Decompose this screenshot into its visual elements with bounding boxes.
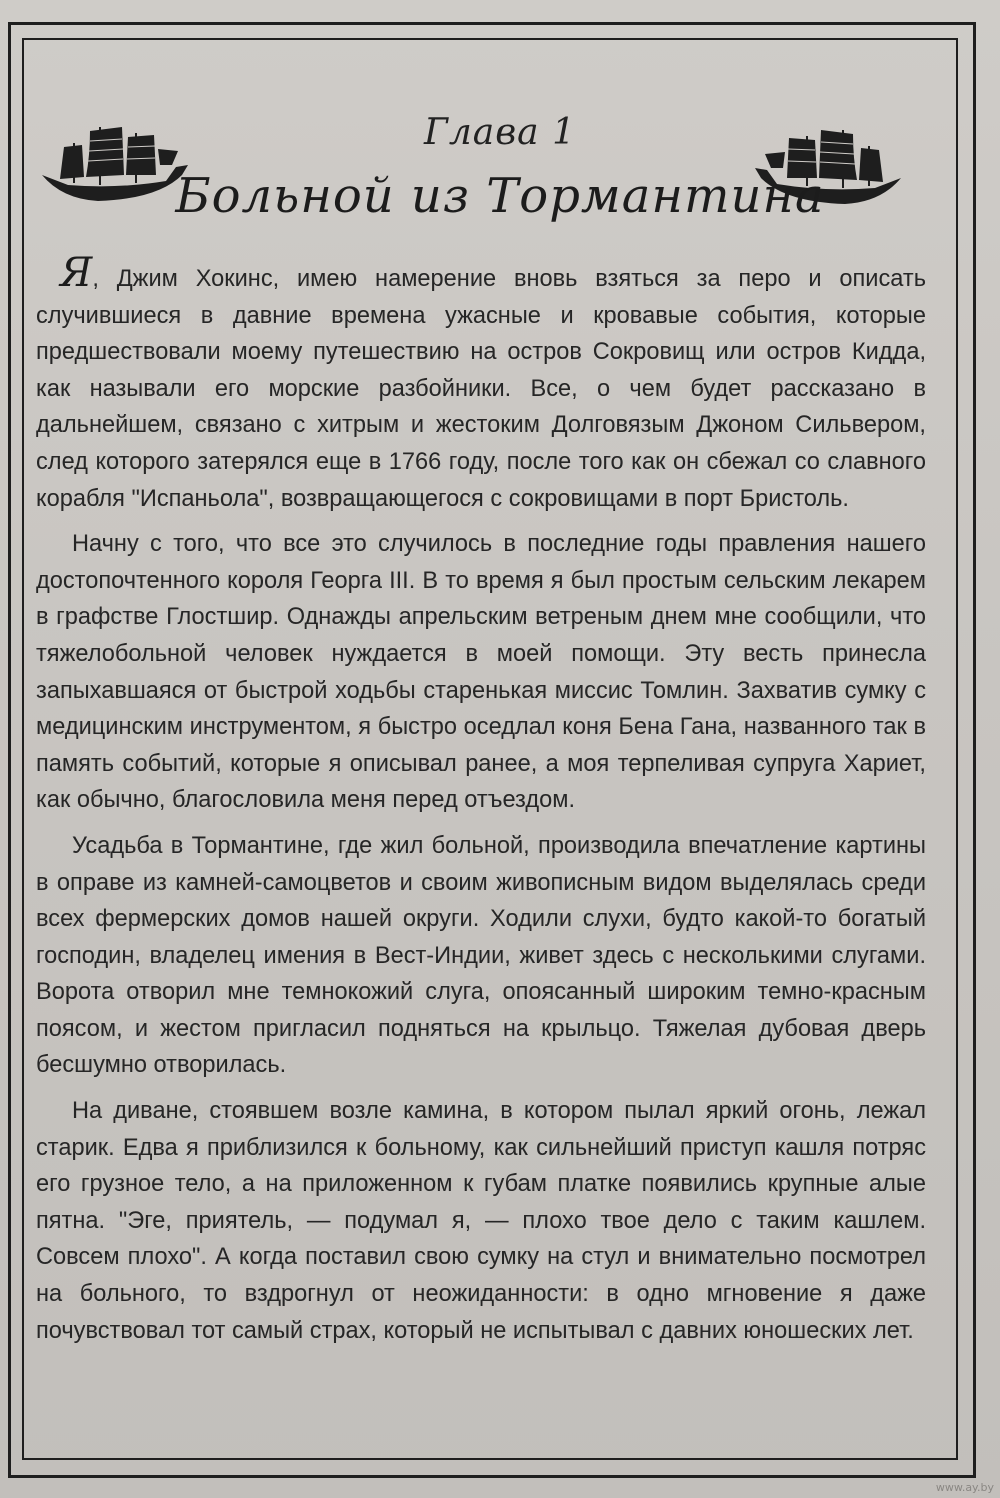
paragraph: На диване, стоявшем возле камина, в котором пылал яркий огонь, лежал старик. Едва я приблизился к больному, как сильнейший приступ кашля потряс его грузное тело, а на приложенном к губам платке появились крупные алые пятна. "Эге, приятель, — подумал я, — плохо твое дело с таким кашлем. Совсем плохо". А когда поставил свою сумку на стул и внимательно посмотрел на больного, то вздрогнул от неожиданности: в одно мгновение я даже почувствовал тот самый страх, который не испытывал с давних юношеских лет. <box>36 1098 926 1344</box>
paragraph <box>36 250 926 517</box>
body-text <box>36 250 926 1358</box>
paragraph: Начну с того, что все это случилось в последние годы правления нашего достопочтенного короля Георга III. В то время я был простым сельским лекарем в графстве Глостшир. Однажды апрельским ветреным днем мне сообщили, что тяжелобольной человек нуждается в моей помощи. Эту весть принесла запыхавшаяся от быстрой ходьбы старенькая миссис Томлин. Захватив сумку с медицинским инструментом, я быстро оседлал коня Бена Гана, названного так в память событий, которые я описывал ранее, а моя терпеливая супруга Хариет, как обычно, благословила меня перед отъездом. <box>36 531 926 814</box>
chapter-number: Глава 1 <box>424 112 576 153</box>
paragraph-text: , Джим Хокинс, имею намерение вновь взяться за перо и описать случившиеся в давние времена ужасные и кровавые события, которые предшествовали моему путешествию на остров Сокровищ или остров Кидда, как называли его морские разбойники. Все, о чем будет рассказано в дальнейшем, связано с хитрым и жестоким Долговязым Джоном Сильвером, след которого затерялся еще в 1766 году, после того как он сбежал со славного корабля "Испаньола", возвращающегося с сокровищами в порт Бристоль. <box>36 266 926 512</box>
paragraph: Усадьба в Тормантине, где жил больной, производила впечатление картины в оправе из камней-самоцветов и своим живописным видом выделялась среди всех фермерских домов нашей округи. Ходили слухи, будто какой-то богатый господин, владелец имения в Вест-Индии, живет здесь с несколькими слугами. Ворота отворил мне темнокожий слуга, опоясанный широким темно-красным поясом, и жестом пригласил подняться на крыльцо. Тяжелая дубовая дверь бесшумно отворилась. <box>36 832 926 1079</box>
chapter-title: Больной из Тормантина <box>175 168 825 224</box>
drop-cap: Я <box>60 250 93 296</box>
watermark: www.ay.by <box>935 1481 994 1494</box>
